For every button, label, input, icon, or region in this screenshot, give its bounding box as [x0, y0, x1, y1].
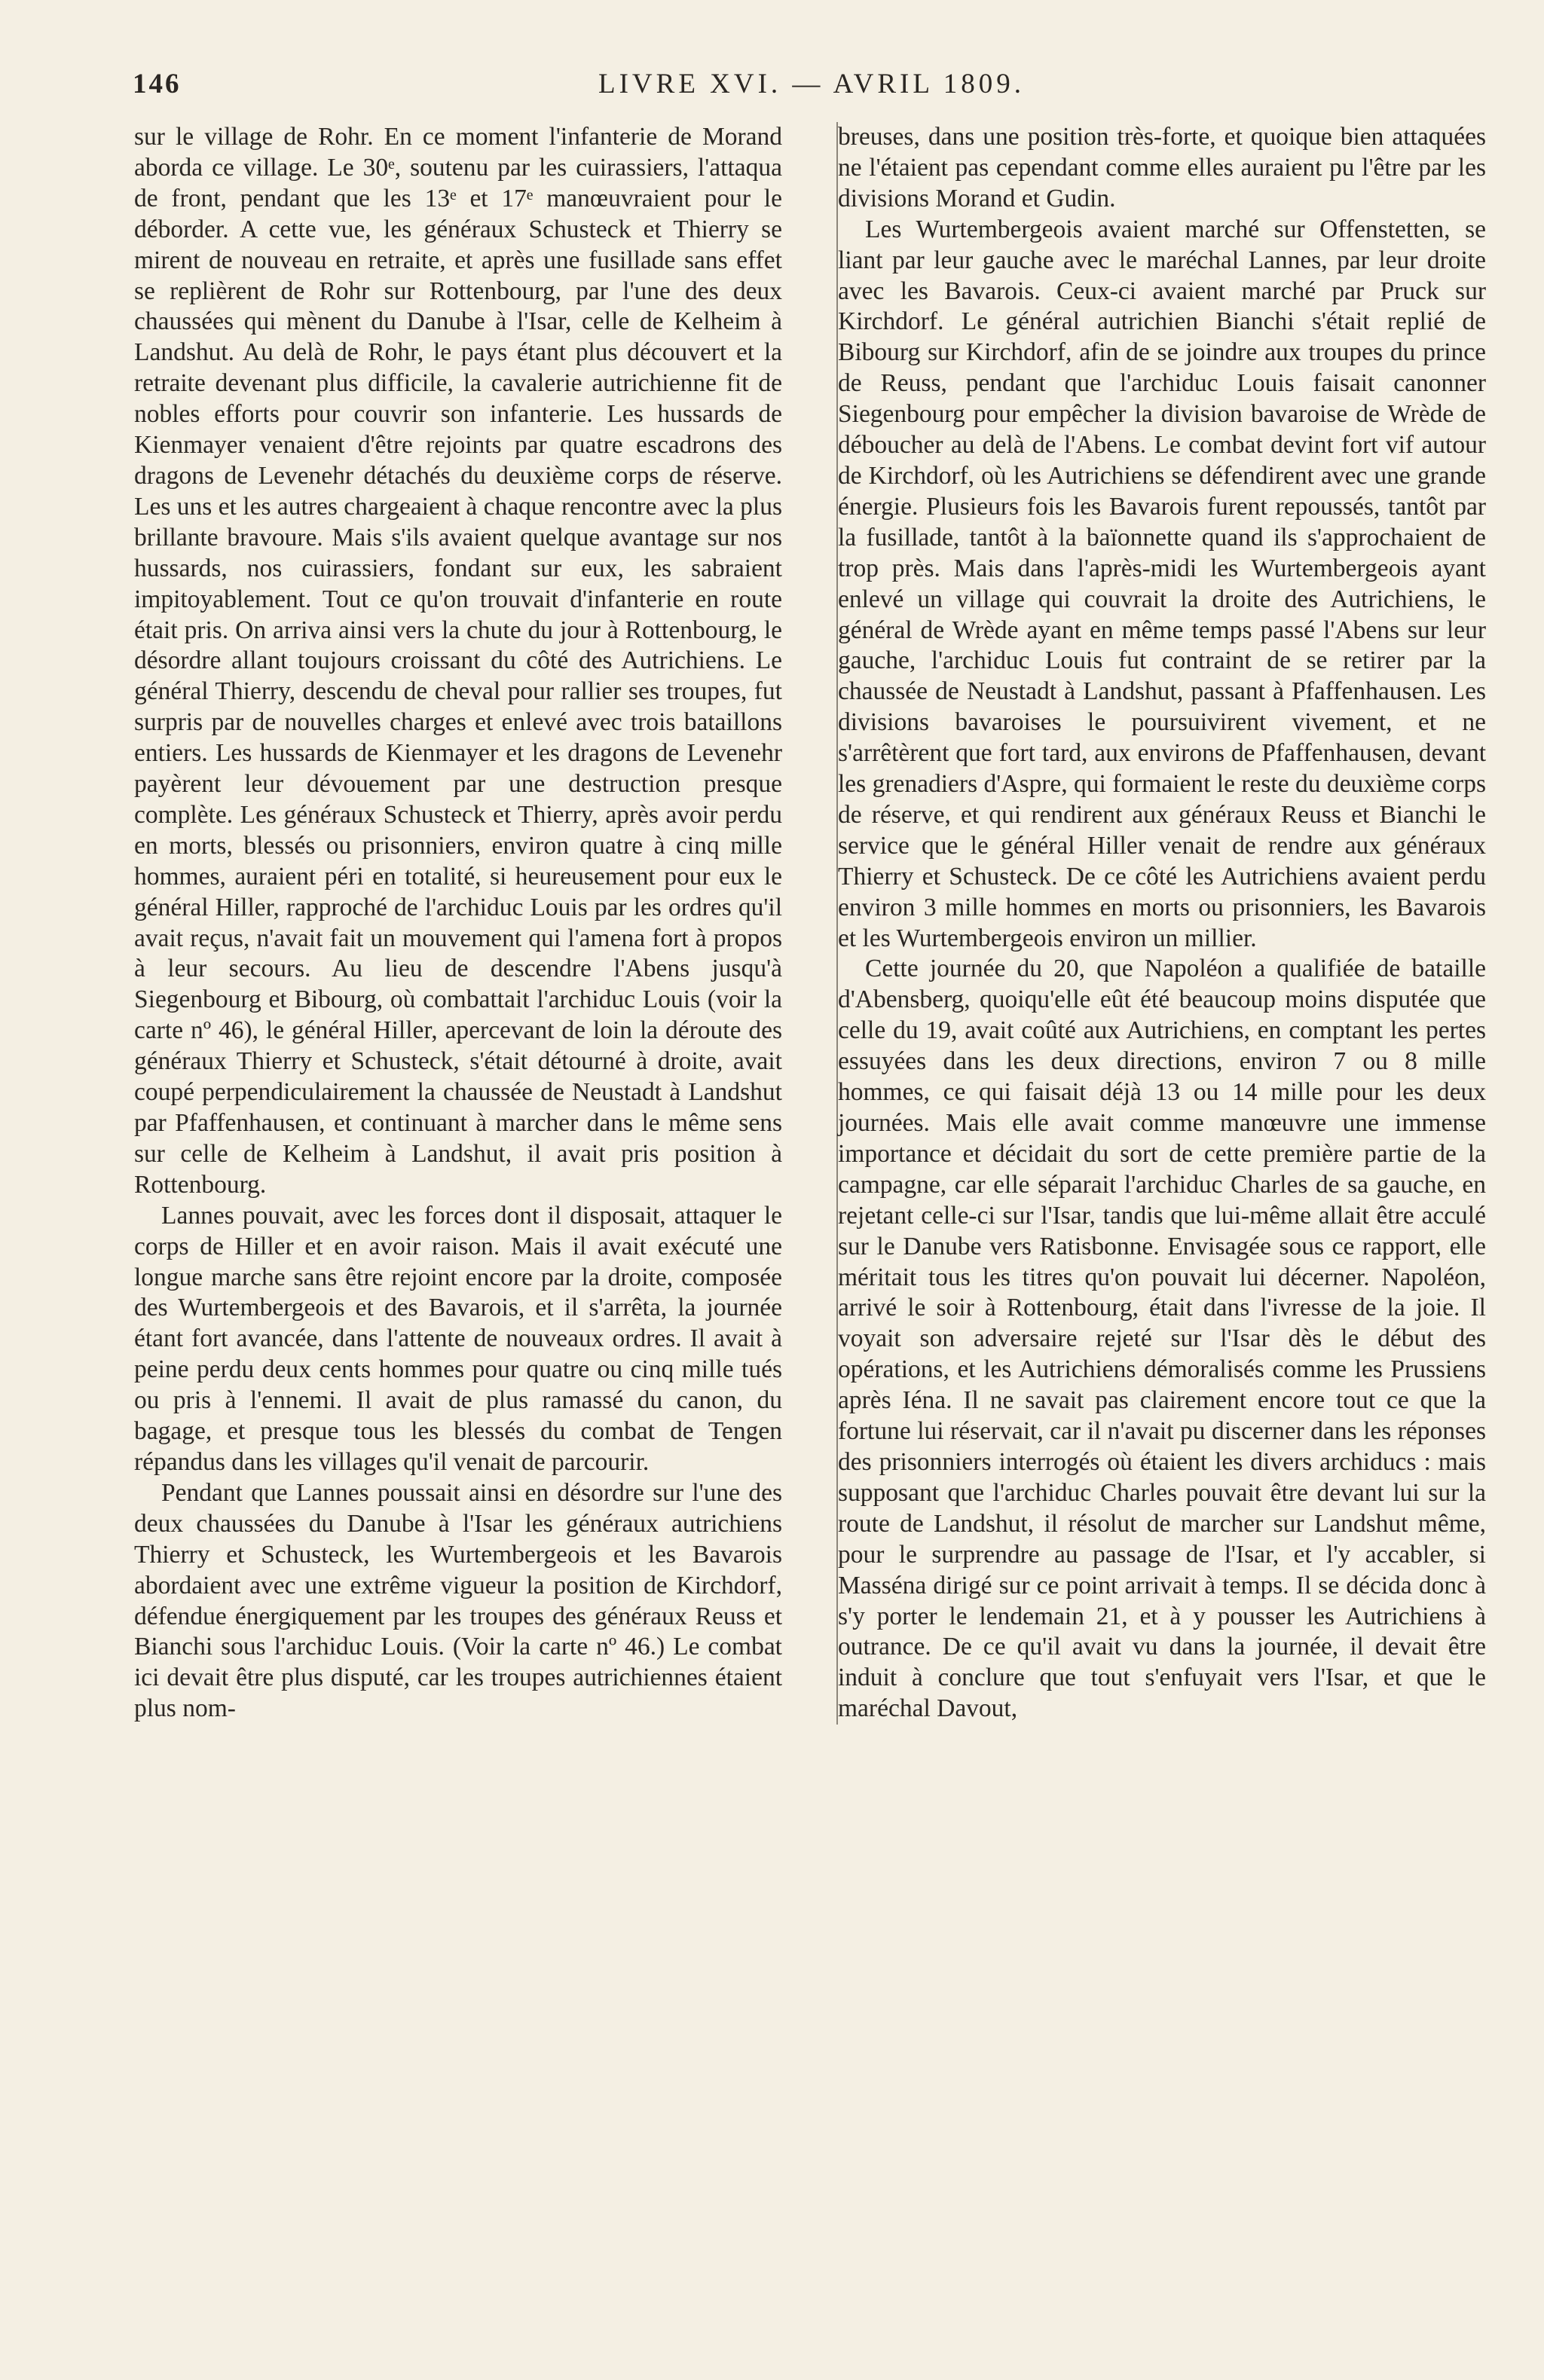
running-title: LIVRE XVI. — AVRIL 1809. — [598, 69, 1026, 99]
left-paragraph-3: Pendant que Lannes poussait ainsi en désordre sur l'une des deux chaussées du Danube à l'Isar les généraux autrichiens Thierry et Schusteck, les Wurtembergeois et les Bavarois abordaient avec une extrême vigueur la position de Kirchdorf, défendue énergiquement par les troupes des généraux Reuss et Bianchi sous l'archiduc Louis. (Voir la carte nº 46.) Le combat ici devait être plus disputé, car les troupes autrichiennes étaient plus nom- — [134, 1478, 782, 1723]
page-header — [133, 68, 1504, 113]
left-column — [134, 122, 782, 1725]
page-number: 146 — [133, 69, 182, 99]
right-paragraph-2: Les Wurtembergeois avaient marché sur Offenstetten, se liant par leur gauche avec le maréchal Lannes, par leur droite avec les Bavarois. Ceux-ci avaient marché par Pruck sur Kirchdorf. Le général autrichien Bianchi s'était replié de Bibourg sur Kirchdorf, afin de se joindre aux troupes du prince de Reuss, pendant que l'archiduc Louis faisait canonner Siegenbourg pour empêcher la division bavaroise de Wrède de déboucher au delà de l'Abens. Le combat devint fort vif autour de Kirchdorf, où les Autrichiens se défendirent avec une grande énergie. Plusieurs fois les Bavarois furent repoussés, tantôt par la fusillade, tantôt à la baïonnette quand ils s'approchaient de trop près. Mais dans l'après-midi les Wurtembergeois ayant enlevé un village qui couvrait la droite des Autrichiens, le général de Wrède ayant en même temps passé l'Abens sur leur gauche, l'archiduc Louis fut contraint de se retirer par la chaussée de Neustadt à Landshut, passant à Pfaffenhausen. Les divisions bavaroises le poursuivirent vivement, et ne s'arrêtèrent que fort tard, aux environs de Pfaffenhausen, devant les grenadiers d'Aspre, qui formaient le reste du deuxième corps de réserve, et qui rendirent aux généraux Reuss et Bianchi le service que le général Hiller venait de rendre aux généraux Thierry et Schusteck. De ce côté les Autrichiens avaient perdu environ 3 mille hommes en morts ou prisonniers, les Bavarois et les Wurtembergeois environ un millier. — [838, 215, 1486, 952]
left-paragraph-2: Lannes pouvait, avec les forces dont il disposait, attaquer le corps de Hiller et en avoir raison. Mais il avait exécuté une longue marche sans être rejoint encore par la droite, composée des Wurtembergeois et des Bavarois, et il s'arrêta, la journée étant fort avancée, dans l'attente de nouveaux ordres. Il avait à peine perdu deux cents hommes pour quatre ou cinq mille tués ou pris à l'ennemi. Il avait de plus ramassé du canon, du bagage, et presque tous les blessés du combat de Tengen répandus dans les villages qu'il venait de parcourir. — [134, 1201, 782, 1476]
left-paragraph-1: sur le village de Rohr. En ce moment l'infanterie de Morand aborda ce village. Le 30ᵉ, soutenu par les cuirassiers, l'attaqua de front, pendant que les 13ᵉ et 17ᵉ manœuvraient pour le déborder. A cette vue, les généraux Schusteck et Thierry se mirent de nouveau en retraite, et après une fusillade sans effet se replièrent de Rohr sur Rottenbourg, par l'une des deux chaussées qui mènent du Danube à l'Isar, celle de Kelheim à Landshut. Au delà de Rohr, le pays étant plus découvert et la retraite devenant plus difficile, la cavalerie autrichienne fit de nobles efforts pour couvrir son infanterie. Les hussards de Kienmayer venaient d'être rejoints par quatre escadrons des dragons de Levenehr détachés du deuxième corps de réserve. Les uns et les autres chargeaient à chaque rencontre avec la plus brillante bravoure. Mais s'ils avaient quelque avantage sur nos hussards, nos cuirassiers, fondant sur eux, les sabraient impitoyablement. Tout ce qu'on trouvait d'infanterie en route était pris. On arriva ainsi vers la chute du jour à Rottenbourg, le désordre allant toujours croissant du côté des Autrichiens. Le général Thierry, descendu de cheval pour rallier ses troupes, fut surpris par de nouvelles charges et enlevé avec trois bataillons entiers. Les hussards de Kienmayer et les dragons de Levenehr payèrent leur dévouement par une destruction presque complète. Les généraux Schusteck et Thierry, après avoir perdu en morts, blessés ou prisonniers, environ quatre à cinq mille hommes, auraient péri en totalité, si heureusement pour eux le général Hiller, rapproché de l'archiduc Louis par les ordres qu'il avait reçus, n'avait fait un mouvement qui l'amena fort à propos à leur secours. Au lieu de descendre l'Abens jusqu'à Siegenbourg et Bibourg, où combattait l'archiduc Louis (voir la carte nº 46), le général Hiller, apercevant de loin la déroute des généraux Thierry et Schusteck, s'était détourné à droite, avait coupé perpendiculairement la chaussée de Neustadt à Landshut par Pfaffenhausen, et continuant à marcher dans le même sens sur celle de Kelheim à Landshut, il avait pris position à Rottenbourg. — [134, 123, 782, 1199]
right-column — [836, 122, 1486, 1725]
right-paragraph-3: Cette journée du 20, que Napoléon a qualifiée de bataille d'Abensberg, quoiqu'elle eût été beaucoup moins disputée que celle du 19, avait coûté aux Autrichiens, en comptant les pertes essuyées dans les deux directions, environ 7 ou 8 mille hommes, ce qui faisait déjà 13 ou 14 mille pour les deux journées. Mais elle avait comme manœuvre une immense importance et décidait du sort de cette première partie de la campagne, car elle séparait l'archiduc Charles de sa gauche, en rejetant celle-ci sur l'Isar, tandis que lui-même allait être acculé sur le Danube vers Ratisbonne. Envisagée sous ce rapport, elle méritait tous les titres qu'on pouvait lui décerner. Napoléon, arrivé le soir à Rottenbourg, était dans l'ivresse de la joie. Il voyait son adversaire rejeté sur l'Isar dès le début des opérations, et les Autrichiens démoralisés comme les Prussiens après Iéna. Il ne savait pas clairement encore tout ce que la fortune lui réservait, car il n'avait pu discerner dans les réponses des prisonniers interrogés où étaient les divers archiducs : mais supposant que l'archiduc Charles pouvait être devant lui sur la route de Landshut, il résolut de marcher sur Landshut même, pour le surprendre au passage de l'Isar, et l'y accabler, si Masséna dirigé sur ce point arrivait à temps. Il se décida donc à s'y porter le lendemain 21, et à y pousser les Autrichiens à outrance. De ce qu'il avait vu dans la journée, il devait être induit à conclure que tout s'enfuyait vers l'Isar, et que le maréchal Davout, — [838, 955, 1486, 1723]
right-paragraph-1: breuses, dans une position très-forte, et quoique bien attaquées ne l'étaient pas cependant comme elles auraient pu l'être par les divisions Morand et Gudin. — [838, 123, 1486, 212]
